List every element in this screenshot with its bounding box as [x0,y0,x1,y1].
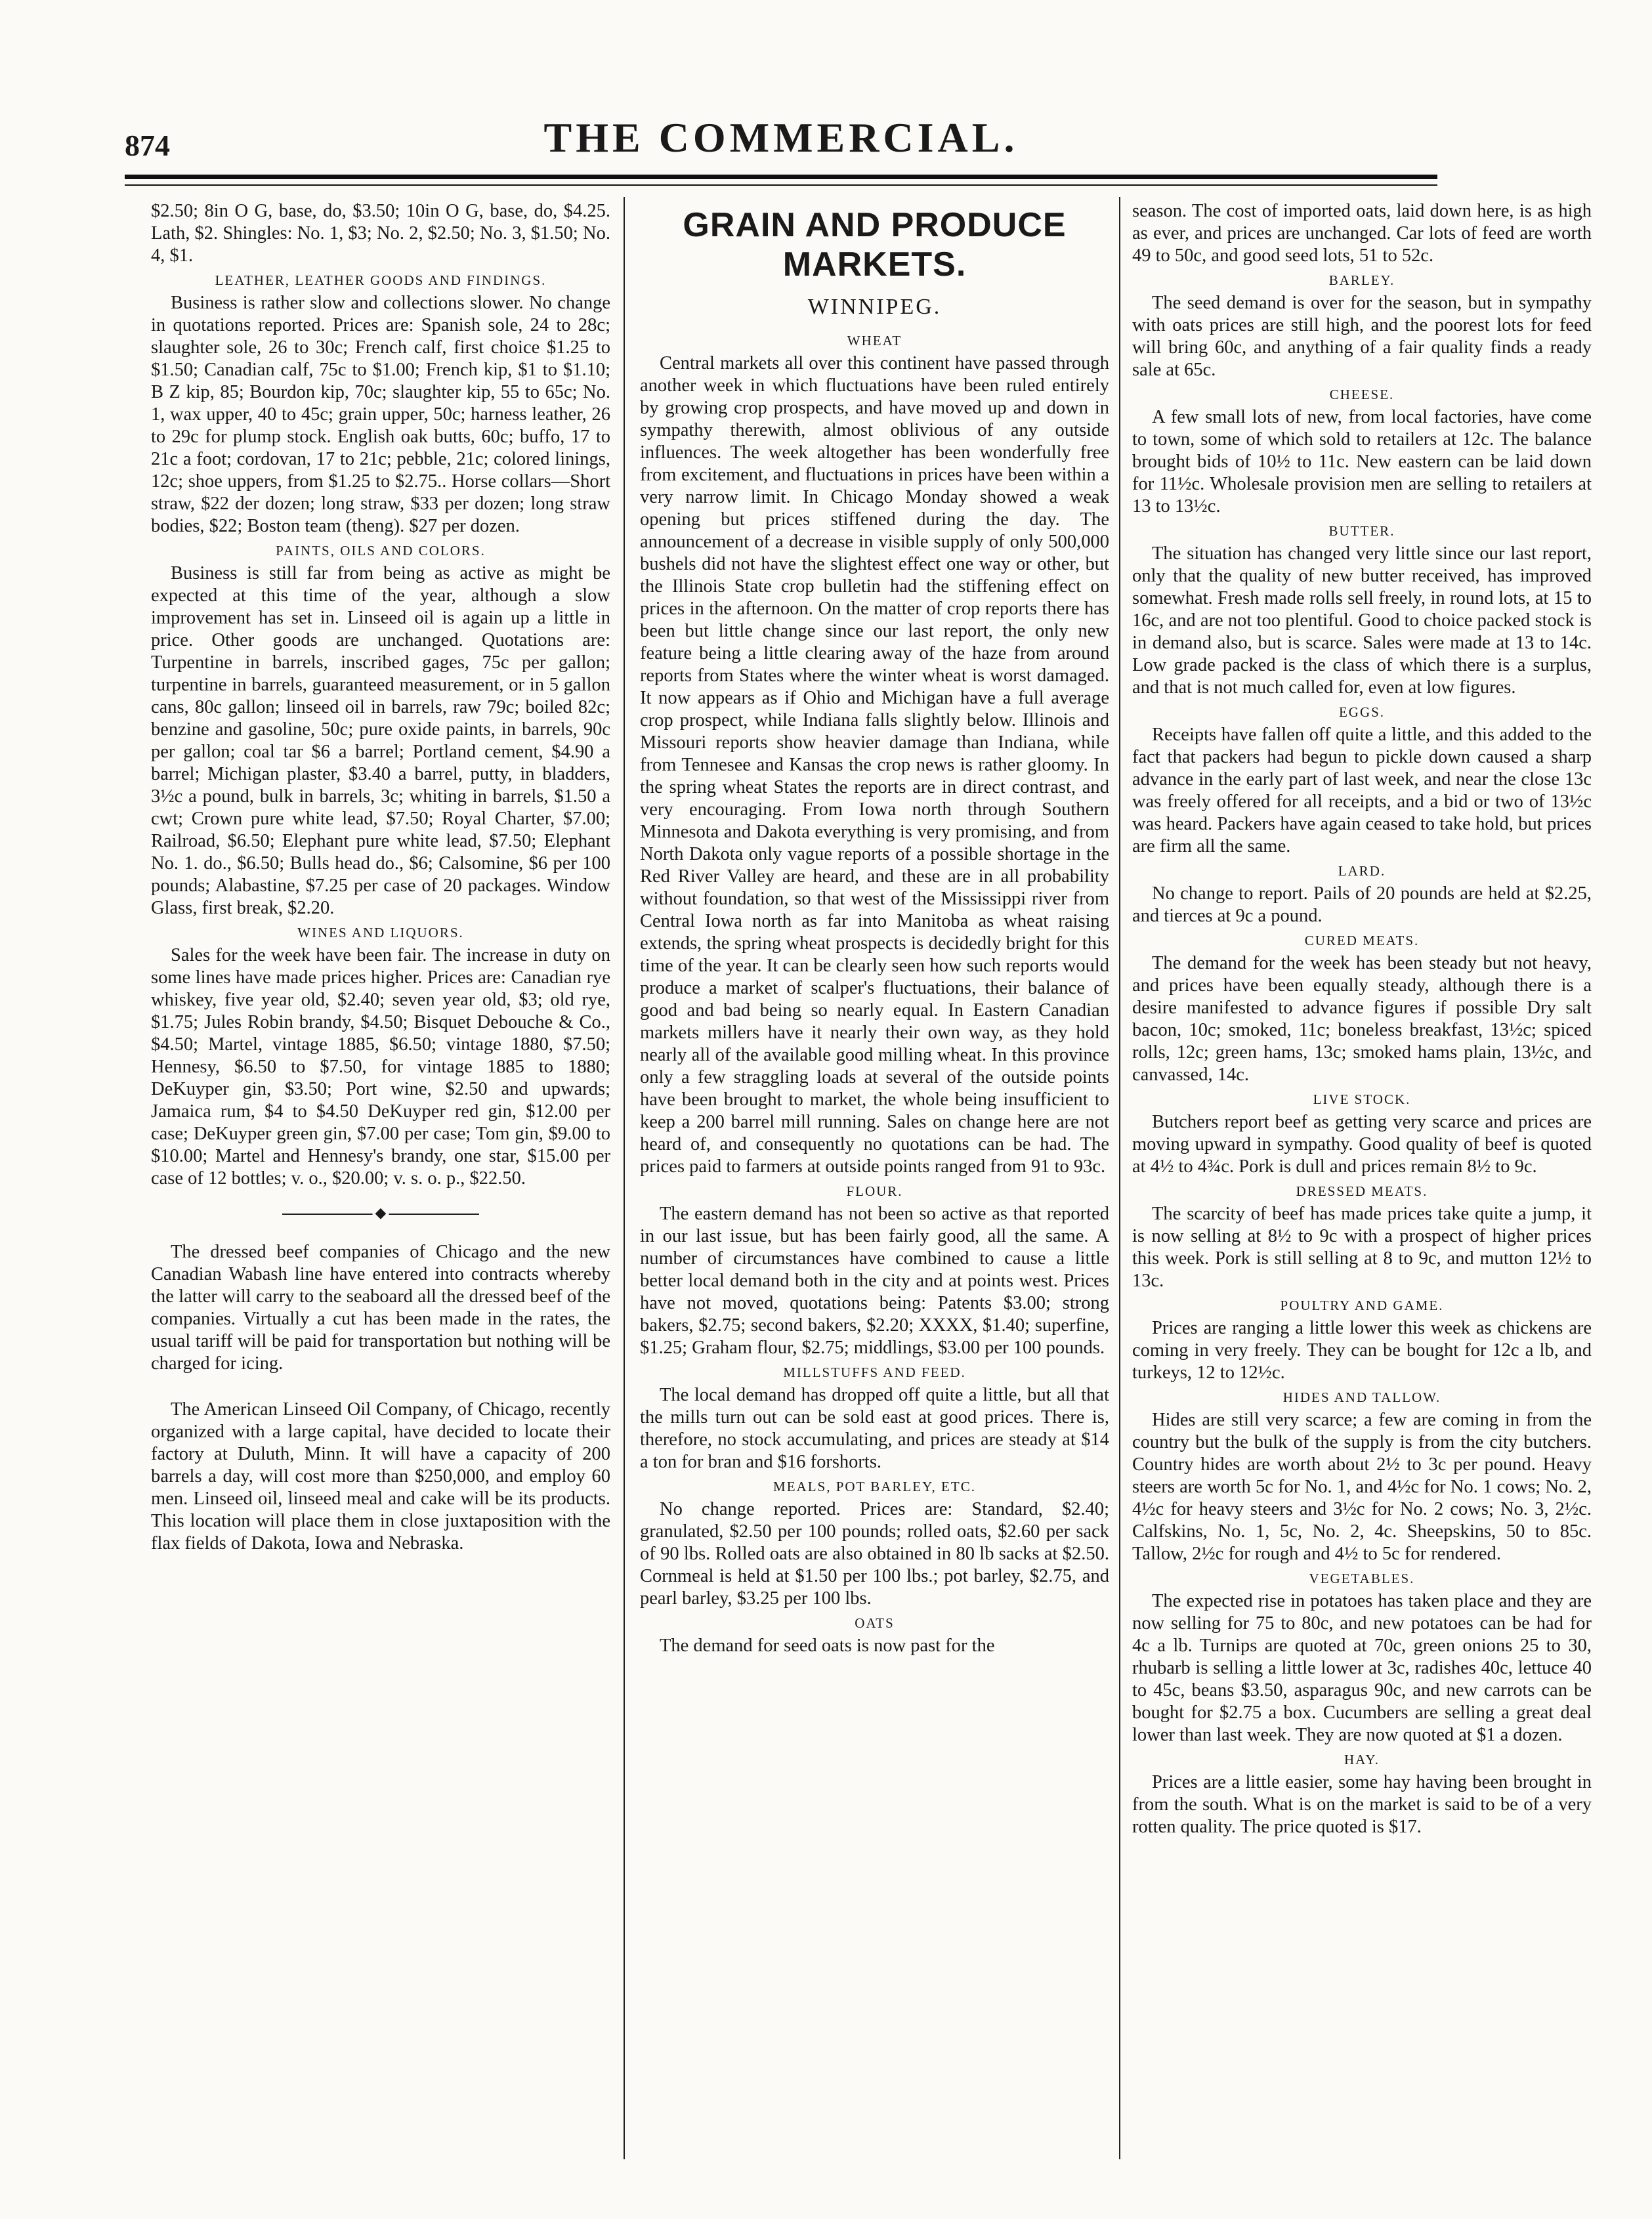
section-heading: MILLSTUFFS AND FEED. [783,1364,966,1380]
masthead: THE COMMERCIAL. [543,114,1019,161]
section-heading: DRESSED MEATS. [1296,1183,1428,1199]
section-title: GRAIN AND PRODUCE MARKETS. [683,206,1067,284]
paragraph: Receipts have fallen off quite a little, and this added to the fact that packers had begun to pickle down caused a sharp advance in the early part of last week, and near the close 13c was freely offered for all receipts, and a bid or two of 13½c was heard. Packers have again ceased to take hold, but prices are firm all the same. [1132,725,1592,856]
paragraph: Central markets all over this continent have passed through another week in which fluctuations have been ruled entirely by growing crop prospects, and have moved up and down in sympathy therewith, almost oblivious of any outside influences. The week altogether has been wonderfully free from excitement, and fluctuations in prices have been within a very narrow limit. In Chicago Monday showed a weak opening but prices stiffened during the day. The announcement of a decrease in visible supply of only 500,000 bushels did not have the slightest effect one way or other, but the Illinois State crop bulletin had the stiffening effect on prices in the afternoon. On the matter of crop reports there has been but little change since our last report, the only new feature being a little clearing away of the haze from around reports from States where the winter wheat is worst damaged. It now appears as if Ohio and Michigan have a full average crop prospect, while Indiana falls slightly below. Illinois and Missouri reports show heavier damage than Indiana, while from Tennesee and Kansas the crop news is rather gloomy. In the spring wheat States the reports are in direct contrast, and very encouraging. From Iowa north through Southern Minnesota and Dakota everything is very promising, and from North Dakota only vague reports of a possible shortage in the Red River Valley are heard, and these are in all probability without foundation, so that west of the Mississippi river from Central Iowa north as far into Manitoba as wheat raising extends, the spring wheat prospects is decidedly bright for this time of the year. It can be clearly seen how such reports would produce a market of scalper's fluctuations, their balance of good and bad being so nearly equal. In Eastern Canadian markets millers have it nearly their own way, as they hold nearly all of the available good milling wheat. In this province only a few straggling loads at several of the outside points have been brought to market, the whole being insufficient to keep a 200 barrel mill running. Sales on change here are not heard of, and consequently no quotations can be had. The prices paid to farmers at outside points ranged from 91 to 93c. [640,353,1109,1177]
column-divider [1119,197,1120,2159]
section-heading: HIDES AND TALLOW. [1282,1389,1441,1405]
section-heading: WINES AND LIQUORS. [297,925,464,940]
section-heading: LEATHER, LEATHER GOODS AND FINDINGS. [215,272,547,288]
paragraph: Butchers report beef as getting very scarce and prices are moving upward in sympathy. Good quality of beef is quoted at 4½ to 4¾c. Pork is dull and prices remain 8½ to 9c. [1132,1112,1592,1177]
column-3 [1132,200,1592,2202]
section-heading: LARD. [1338,863,1386,879]
paragraph: The demand for seed oats is now past for the [660,1636,995,1656]
paragraph: The expected rise in potatoes has taken place and they are now selling for 75 to 80c, and new potatoes can be had for 4c a lb. Turnips are quoted at 70c, green onions 25 to 30, rhubarb is selling a little lower at 3c, radishes 40c, lettuce 40 to 45c, beans $3.50, asparagus 90c, and new carrots can be bought for $2.75 a box. Cucumbers are selling a great deal lower than last week. They are now quoted at $1 a dozen. [1132,1591,1592,1745]
paragraph: The situation has changed very little since our last report, only that the quality of new butter received, has improved somewhat. Fresh made rolls sell freely, in round lots, at 15 to 16c, and are not too plentiful. Good to choice packed stock is in demand also, but is scarce. Sales were made at 13 to 14c. Low grade packed is the class of which there is a surplus, and that is not much called for, even at low figures. [1132,543,1592,698]
city-heading: WINNIPEG. [807,295,942,319]
paragraph: The seed demand is over for the season, but in sympathy with oats prices are still high, and the poorest lots for feed will bring 60c, and anything of a fair quality finds a ready sale at 65c. [1132,293,1592,380]
paragraph: The scarcity of beef has made prices take quite a jump, it is now selling at 8½ to 9c with a prospect of higher prices this week. Pork is still selling at 8 to 9c, and mutton 12½ to 13c. [1132,1204,1592,1291]
page-number: 874 [125,129,170,162]
section-heading: CURED MEATS. [1304,933,1420,948]
paragraph: Business is still far from being as active as might be expected at this time of the year, although a slow improvement has set in. Linseed oil is again up a little in price. Other goods are unchanged. Quotations are: Turpentine in barrels, inscribed gages, 75c per gallon; turpentine in barrels, guaranteed measurement, or in 5 gallon cans, 80c gallon; linseed oil in barrels, raw 79c; boiled 82c; benzine and gasoline, 50c; pure oxide paints, in barrels, 90c per gallon; coal tar $6 a barrel; Portland cement, $4.90 a barrel; Michigan plaster, $3.40 a barrel, putty, in bladders, 3½c a pound, bulk in barrels, 3c; whiting in barrels, $1.50 a cwt; Crown pure white lead, $7.50; Royal Charter, $7.00; Railroad, $6.50; Elephant pure white lead, $7.50; Elephant No. 1. do., $6.50; Bulls head do., $6; Calsomine, $6 per 100 pounds; Alabastine, $7.25 per case of 20 packages. Window Glass, first break, $2.20. [151,563,610,918]
header-rule-thick [125,175,1437,179]
column-divider [624,197,625,2159]
paragraph: Sales for the week have been fair. The increase in duty on some lines have made prices higher. Prices are: Canadian rye whiskey, five year old, $2.40; seven year old, $3; old rye, $1.75; Jules Robin brandy, $4.50; Bisquet Debouche & Co., $4.50; Martel, vintage 1885, $6.50; vintage 1880, $7.50; Hennesy, $6.50 to $7.50, for vintage 1885 to 1880; DeKuyper gin, $3.50; Port wine, $2.50 and upwards; Jamaica rum, $4 to $4.50 DeKuyper red gin, $12.00 per case; DeKuyper green gin, $7.00 per case; Tom gin, $9.00 to $10.00; Martel and Hennesy's brandy, one star, $15.00 per case of 12 bottles; v. o., $20.00; v. s. o. p., $22.50. [151,945,610,1189]
column-2 [640,200,1109,2202]
page-header [125,108,1437,174]
paragraph: The demand for the week has been steady but not heavy, and prices have been equally steady, although there is a desire manifested to advance figures if possible Dry salt bacon, 10c; smoked, 11c; boneless breakfast, 13½c; spiced rolls, 12c; green hams, 13c; smoked hams plain, 13½c, and canvassed, 14c. [1132,953,1592,1085]
section-heading: LIVE STOCK. [1313,1091,1411,1107]
section-heading: WHEAT [847,333,902,349]
section-heading: FLOUR. [846,1183,903,1199]
paragraph: Prices are ranging a little lower this week as chickens are coming in very freely. They can be bought for 12c a lb, and turkeys, 12 to 12½c. [1132,1318,1592,1383]
paragraph: Business is rather slow and collections slower. No change in quotations reported. Prices are: Spanish sole, 24 to 28c; slaughter sole, 26 to 30c; French calf, first choice $1.25 to $1.50; Canadian calf, 75c to $1.00; French kip, $1 to $1.10; B Z kip, 85; Bourdon kip, 70c; slaughter kip, 55 to 65c; No. 1, wax upper, 40 to 45c; grain upper, 50c; harness leather, 26 to 29c for plump stock. English oak butts, 60c; buffo, 17 to 21c a foot; cordovan, 17 to 21c; pebble, 21c; colored linings, 12c; shoe uppers, from $1.25 to $2.75.. Horse collars—Short straw, $22 der dozen; long straw, $33 per dozen; long straw bodies, $22; Boston team (theng). $27 per dozen. [151,293,610,536]
section-heading: VEGETABLES. [1309,1571,1415,1586]
paragraph: The American Linseed Oil Company, of Chicago, recently organized with a large capital, have decided to locate their factory at Duluth, Minn. It will have a capacity of 200 barrels a day, will cost more than $250,000, and employ 60 men. Linseed oil, linseed meal and cake will be its products. This location will place them in close juxtaposition with the flax fields of Dakota, Iowa and Nebraska. [151,1399,610,1553]
header-rule-thin [125,184,1437,186]
paragraph: The eastern demand has not been so active as that reported in our last issue, but has been fairly good, all the same. A number of circumstances have combined to cause a little better local demand both in the city and at points west. Prices have not moved, quotations being: Patents $3.00; strong bakers, $2.75; second bakers, $2.20; XXXX, $1.40; superfine, $1.25; Graham flour, $2.75; middlings, $3.00 per 100 pounds. [640,1204,1109,1358]
paragraph: No change to report. Pails of 20 pounds are held at $2.25, and tierces at 9c a pound. [1132,883,1592,926]
section-heading: MEALS, POT BARLEY, ETC. [773,1479,976,1494]
paragraph: The local demand has dropped off quite a little, but all that the mills turn out can be sold east at good prices. There is, therefore, no stock accumulating, and prices are steady at $14 a ton for bran and $16 forshorts. [640,1385,1109,1472]
section-heading: EGGS. [1338,704,1386,720]
section-heading: PAINTS, OILS AND COLORS. [276,543,486,559]
ornamental-divider [282,1214,479,1215]
paragraph: Prices are a little easier, some hay having been brought in from the south. What is on the market is said to be of a very rotten quality. The price quoted is $17. [1132,1772,1592,1837]
section-heading: BUTTER. [1328,523,1395,539]
paragraph: No change reported. Prices are: Standard, $2.40; granulated, $2.50 per 100 pounds; rolled oats, $2.60 per sack of 90 lbs. Rolled oats are also obtained in 80 lb sacks at $2.50. Cornmeal is held at $1.50 per 100 lbs.; pot barley, $2.75, and pearl barley, $3.25 per 100 lbs. [640,1499,1109,1609]
paragraph: The dressed beef companies of Chicago and the new Canadian Wabash line have entered into contracts whereby the latter will carry to the seaboard all the dressed beef of the companies. Virtually a cut has been made in the rates, the usual tariff will be paid for transportation but nothing will be charged for icing. [151,1242,610,1374]
paragraph: season. The cost of imported oats, laid down here, is as high as ever, and prices are unchanged. Car lots of feed are worth 49 to 50c, and good seed lots, 51 to 52c. [1132,201,1592,266]
column-1 [151,200,610,2202]
section-heading: CHEESE. [1329,387,1395,402]
paragraph: $2.50; 8in O G, base, do, $3.50; 10in O G, base, do, $4.25. Lath, $2. Shingles: No. 1, $3; No. 2, $2.50; No. 3, $1.50; No. 4, $1. [151,201,610,266]
section-heading: HAY. [1344,1752,1380,1767]
section-heading: POULTRY AND GAME. [1280,1298,1444,1313]
paragraph: Hides are still very scarce; a few are coming in from the country but the bulk of the supply is from the city butchers. Country hides are worth about 2½ to 3c per pound. Heavy steers are worth 5c for No. 1, and 4½c for No. 1 cows; No. 2, 4½c for heavy steers and 3½c for No. 2 cows; No. 3, 2½c. Calfskins, No. 1, 5c, No. 2, 4c. Sheepskins, 50 to 85c. Tallow, 2½c for rough and 4½ to 5c for rendered. [1132,1410,1592,1564]
paragraph: A few small lots of new, from local factories, have come to town, some of which sold to retailers at 12c. The balance brought bids of 10½ to 11c. New eastern can be laid down for 11½c. Wholesale provision men are selling to retailers at 13 to 13½c. [1132,407,1592,517]
section-heading: BARLEY. [1328,272,1395,288]
section-heading: OATS [855,1615,895,1631]
